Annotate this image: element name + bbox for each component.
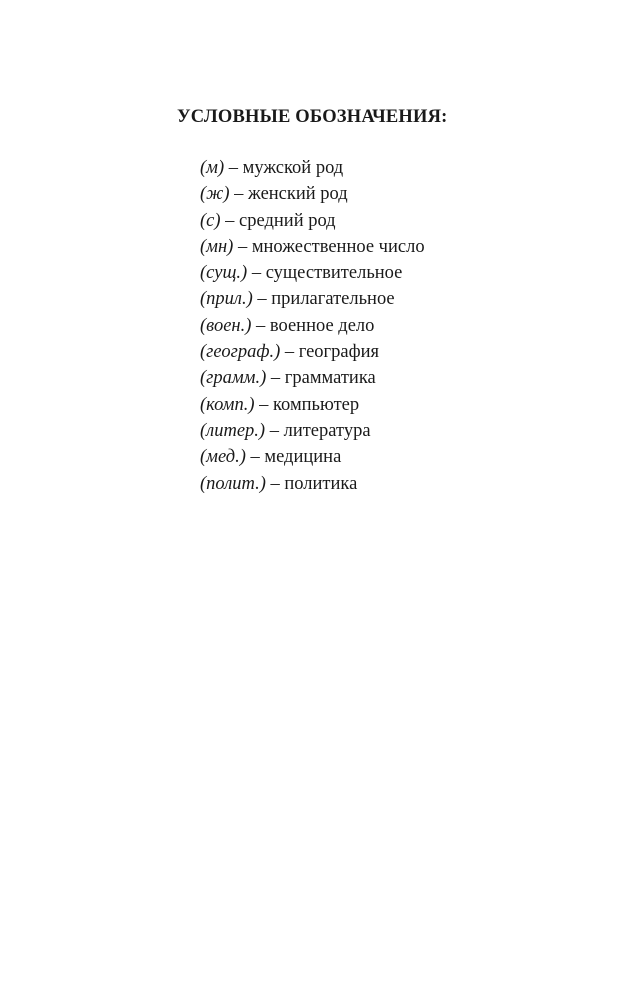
abbreviation: (мн) xyxy=(200,236,234,257)
list-item xyxy=(200,234,425,260)
list-item xyxy=(200,155,425,181)
separator: – xyxy=(220,210,240,231)
meaning: география xyxy=(298,342,379,363)
meaning: существительное xyxy=(265,263,403,284)
list-item xyxy=(200,286,425,312)
list-item xyxy=(200,471,425,497)
abbreviation-list xyxy=(200,155,425,497)
list-item xyxy=(200,181,425,207)
list-item xyxy=(200,313,425,339)
abbreviation: (мед.) xyxy=(200,447,246,468)
abbreviation: (грамм.) xyxy=(200,368,267,389)
list-item xyxy=(200,365,425,391)
meaning: политика xyxy=(284,473,358,494)
separator: – xyxy=(254,394,273,415)
separator: – xyxy=(280,342,299,363)
abbreviation: (географ.) xyxy=(200,342,281,363)
abbreviation: (литер.) xyxy=(200,420,266,441)
list-item xyxy=(200,208,425,234)
list-item xyxy=(200,339,425,365)
abbreviation: (прил.) xyxy=(200,289,253,310)
meaning: литература xyxy=(283,420,371,441)
separator: – xyxy=(233,236,252,257)
abbreviation: (сущ.) xyxy=(200,263,248,284)
separator: – xyxy=(265,473,285,494)
meaning: военное дело xyxy=(269,315,375,336)
separator: – xyxy=(224,158,243,178)
separator: – xyxy=(247,263,266,284)
abbreviation: (ж) xyxy=(200,184,230,205)
separator: – xyxy=(252,289,272,310)
separator: – xyxy=(229,184,249,205)
meaning: средний род xyxy=(239,210,336,231)
separator: – xyxy=(251,315,270,336)
list-item xyxy=(200,260,425,286)
abbreviation: (с) xyxy=(200,210,221,231)
separator: – xyxy=(265,420,284,441)
meaning: прилагательное xyxy=(271,289,395,310)
abbreviation: (полит.) xyxy=(200,473,266,494)
meaning: множественное число xyxy=(251,236,425,257)
separator: – xyxy=(245,447,265,468)
meaning: женский род xyxy=(248,184,348,205)
list-item xyxy=(200,444,425,470)
list-item xyxy=(200,392,425,418)
abbreviation: (м) xyxy=(200,158,225,178)
page-title: УСЛОВНЫЕ ОБОЗНАЧЕНИЯ: xyxy=(177,107,448,127)
separator: – xyxy=(266,368,285,389)
meaning: мужской род xyxy=(242,158,344,178)
abbreviation: (комп.) xyxy=(200,394,255,415)
meaning: грамматика xyxy=(284,368,376,389)
meaning: компьютер xyxy=(273,394,360,415)
abbreviation: (воен.) xyxy=(200,315,252,336)
list-item xyxy=(200,418,425,444)
meaning: медицина xyxy=(264,447,342,468)
